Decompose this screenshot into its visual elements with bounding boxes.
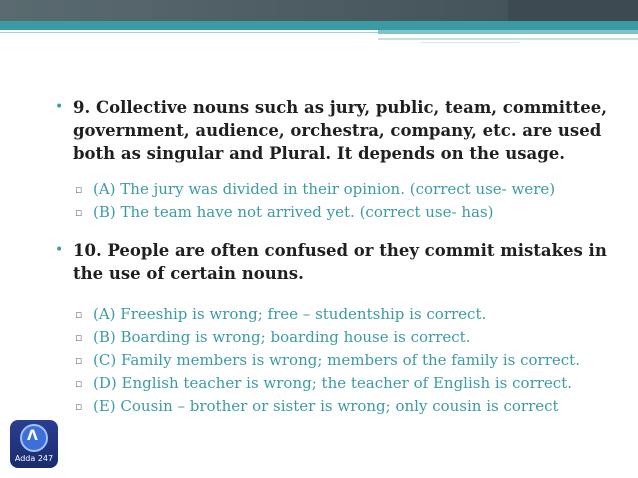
sub-item xyxy=(55,372,615,395)
square-bullet-icon: ▫ xyxy=(75,183,83,196)
square-bullet-icon: ▫ xyxy=(75,331,83,344)
slide-content xyxy=(55,96,615,418)
sub-item-text: (E) Cousin – brother or sister is wrong; only cousin is correct xyxy=(93,397,559,415)
sub-item xyxy=(55,178,615,201)
square-bullet-icon: ▫ xyxy=(75,377,83,390)
sub-list-10 xyxy=(55,303,615,418)
sub-item-text: (A) Freeship is wrong; free – studentship is correct. xyxy=(93,305,487,323)
logo-arrow-icon: Λ xyxy=(27,428,38,444)
square-bullet-icon: ▫ xyxy=(75,354,83,367)
sub-item-text: (C) Family members is wrong; members of the family is correct. xyxy=(93,351,580,369)
bullet-dot-icon: • xyxy=(55,242,64,258)
header-line xyxy=(420,42,520,43)
square-bullet-icon: ▫ xyxy=(75,206,83,219)
header-band-teal-light xyxy=(378,30,638,34)
sub-list-9 xyxy=(55,178,615,224)
header-line xyxy=(0,32,378,33)
square-bullet-icon: ▫ xyxy=(75,308,83,321)
sub-item xyxy=(55,395,615,418)
sub-item xyxy=(55,326,615,349)
sub-item-text: (B) The team have not arrived yet. (correct use- has) xyxy=(93,203,494,221)
sub-item-text: (A) The jury was divided in their opinion. (correct use- were) xyxy=(93,180,556,198)
square-bullet-icon: ▫ xyxy=(75,400,83,413)
main-bullet-text: 9. Collective nouns such as jury, public, team, committee, government, audience, orchestra, company, etc. are used both as singular and Plural. It depends on the usage. xyxy=(73,98,608,163)
header-line xyxy=(378,38,638,40)
sub-item xyxy=(55,303,615,326)
bullet-dot-icon: • xyxy=(55,99,64,115)
main-bullet-10 xyxy=(55,239,615,285)
header-band-teal xyxy=(0,21,638,30)
logo-label: Adda 247 xyxy=(14,454,54,463)
sub-item xyxy=(55,201,615,224)
header-band-dark-right xyxy=(508,0,638,21)
sub-item-text: (D) English teacher is wrong; the teacher of English is correct. xyxy=(93,374,572,392)
adda247-logo xyxy=(10,420,58,468)
main-bullet-9 xyxy=(55,96,615,165)
main-bullet-text: 10. People are often confused or they commit mistakes in the use of certain nouns. xyxy=(73,241,607,283)
sub-item-text: (B) Boarding is wrong; boarding house is correct. xyxy=(93,328,471,346)
sub-item xyxy=(55,349,615,372)
